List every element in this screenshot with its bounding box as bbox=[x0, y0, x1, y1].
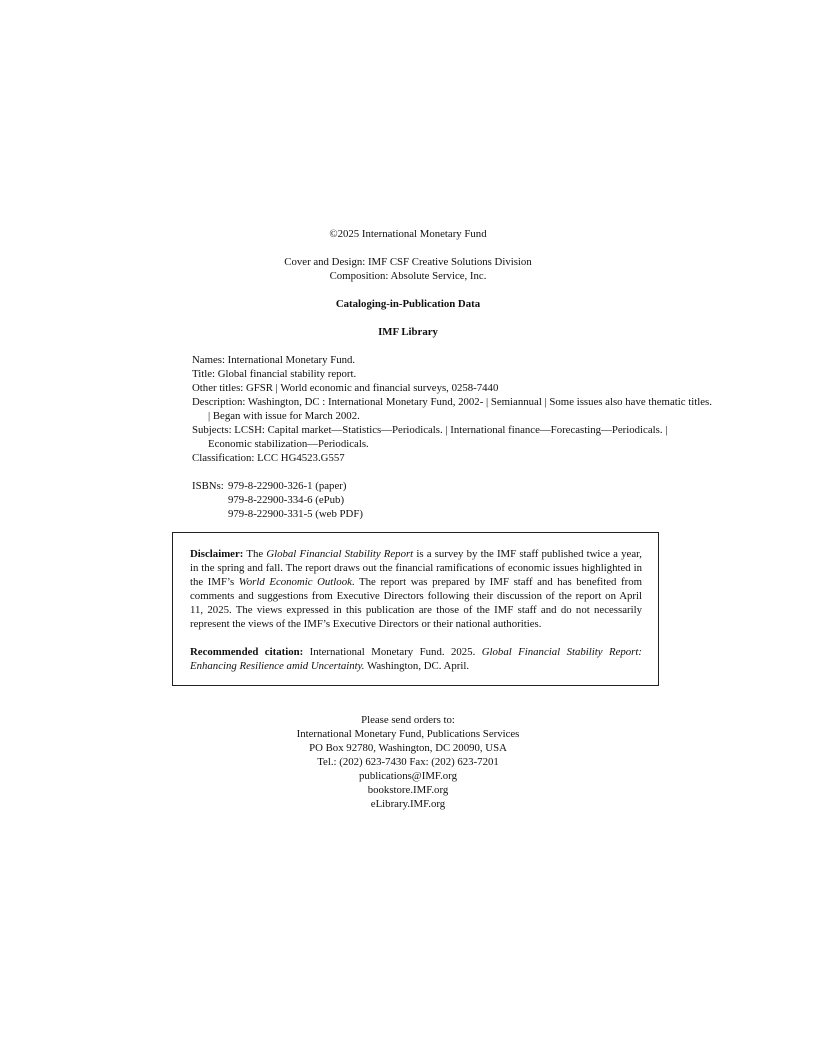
citation-paragraph bbox=[190, 645, 642, 673]
composition-credit: Composition: Absolute Service, Inc. bbox=[329, 270, 487, 282]
orders-organization: International Monetary Fund, Publications Services bbox=[296, 728, 520, 740]
disclaimer-text-2: is a survey by the IMF staff published twice a year, in the spring and fall. The report draws out the financial ramifications of economic issues highlighted in the IMF’s bbox=[190, 548, 642, 588]
catalog-names: Names: International Monetary Fund. bbox=[192, 354, 356, 366]
orders-heading: Please send orders to: bbox=[361, 714, 455, 726]
catalog-other-titles: Other titles: GFSR | World economic and financial surveys, 0258-7440 bbox=[192, 382, 499, 394]
disclaimer-text-1: The bbox=[243, 548, 267, 560]
weo-title-italic: World Economic Outlook bbox=[238, 576, 352, 588]
isbn-label: ISBNs: bbox=[192, 480, 224, 492]
isbn-paper: 979-8-22900-326-1 (paper) bbox=[228, 480, 347, 492]
citation-text-1: International Monetary Fund. 2025. bbox=[303, 646, 482, 658]
disclaimer-box bbox=[172, 532, 659, 686]
orders-email: publications@IMF.org bbox=[359, 770, 457, 782]
isbn-web-pdf: 979-8-22900-331-5 (web PDF) bbox=[228, 508, 363, 520]
gfsr-title-italic: Global Financial Stability Report bbox=[266, 548, 414, 560]
disclaimer-paragraph bbox=[190, 547, 642, 631]
library-heading: IMF Library bbox=[378, 326, 438, 338]
cip-heading: Cataloging-in-Publication Data bbox=[335, 298, 481, 310]
design-credit: Cover and Design: IMF CSF Creative Solutions Division bbox=[284, 256, 532, 268]
catalog-subjects: Subjects: LCSH: Capital market—Statistics—Periodicals. | International finance—Forecasting—Periodicals. | Economic stabilization—Periodicals. bbox=[192, 424, 668, 450]
orders-elibrary: eLibrary.IMF.org bbox=[370, 798, 446, 810]
disclaimer-text-3: . The report was prepared by IMF staff and has benefited from comments and suggestions from Executive Directors following their discussion of the report on April 11, 2025. The views expressed in this publication are those of the IMF staff and do not necessarily represent the views of the IMF’s Executive Directors or their national authorities. bbox=[190, 576, 643, 630]
orders-info bbox=[0, 713, 816, 811]
orders-address: PO Box 92780, Washington, DC 20090, USA bbox=[309, 742, 507, 754]
isbn-epub: 979-8-22900-334-6 (ePub) bbox=[228, 494, 345, 506]
catalog-record bbox=[192, 353, 712, 465]
credits bbox=[0, 255, 816, 283]
orders-phone-fax: Tel.: (202) 623-7430 Fax: (202) 623-7201 bbox=[317, 756, 499, 768]
catalog-title: Title: Global financial stability report. bbox=[192, 368, 357, 380]
copyright-line: ©2025 International Monetary Fund bbox=[329, 228, 487, 240]
catalog-description: Description: Washington, DC : International Monetary Fund, 2002- | Semiannual | Some issues also have thematic titles. | Began with issue for March 2002. bbox=[192, 396, 712, 422]
citation-text-2: Washington, DC. April. bbox=[364, 660, 470, 672]
isbn-list bbox=[192, 479, 363, 521]
citation-lead: Recommended citation: bbox=[190, 646, 304, 658]
disclaimer-lead: Disclaimer: bbox=[190, 548, 244, 560]
catalog-classification: Classification: LCC HG4523.G557 bbox=[192, 452, 345, 464]
orders-bookstore: bookstore.IMF.org bbox=[367, 784, 449, 796]
citation-title-italic: Global Financial Stability Report: Enhancing Resilience amid Uncertainty. bbox=[190, 646, 642, 672]
